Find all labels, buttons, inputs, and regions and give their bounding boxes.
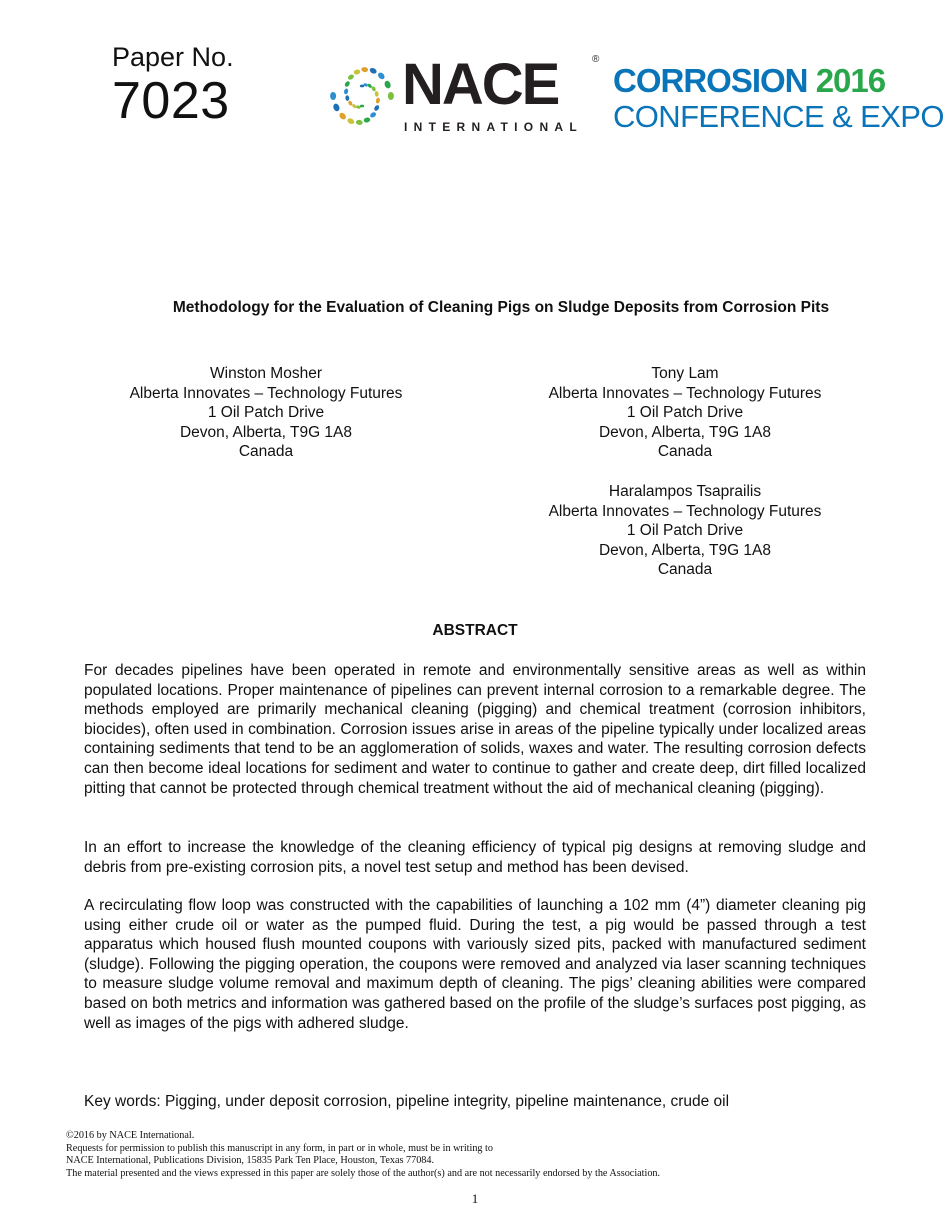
logo-dot <box>345 95 349 101</box>
logo-dot <box>353 69 361 75</box>
author-city: Devon, Alberta, T9G 1A8 <box>179 423 353 441</box>
footer-disclaimer: The material presented and the views expressed in this paper are solely those of the author(s) and are not necessarily endorsed by the Association. <box>66 1167 661 1179</box>
author-organization: Alberta Innovates – Technology Futures <box>548 502 822 520</box>
logo-dot <box>330 92 336 100</box>
logo-dot <box>388 92 394 100</box>
paper-number: 7023 <box>112 72 230 130</box>
author-city: Devon, Alberta, T9G 1A8 <box>598 541 772 559</box>
logo-dot <box>356 120 363 126</box>
paper-number-block <box>112 42 234 130</box>
logo-dot <box>332 103 340 112</box>
author-name: Haralampos Tsaprailis <box>608 483 762 500</box>
author-name: Tony Lam <box>651 365 719 382</box>
author-organization: Alberta Innovates – Technology Futures <box>129 384 403 402</box>
author-street: 1 Oil Patch Drive <box>626 522 744 540</box>
nace-subtitle: INTERNATIONAL <box>404 120 584 134</box>
footer-permission-line-1: Requests for permission to publish this manuscript in any form, in part or in whole, must be in writing to <box>66 1142 493 1154</box>
logo-dot <box>343 88 348 95</box>
logo-dot <box>377 71 386 80</box>
nace-logo-mark-icon <box>322 54 402 138</box>
author-country: Canada <box>238 443 294 461</box>
logo-dot <box>369 67 378 75</box>
author-city: Devon, Alberta, T9G 1A8 <box>598 423 772 441</box>
author-block-1 <box>76 364 456 462</box>
author-block-2 <box>495 364 875 462</box>
logo-dot <box>338 111 347 120</box>
abstract-paragraph-3: A recirculating flow loop was constructed with the capabilities of launching a 102 mm (4”) diameter cleaning pig using either crude oil or water as the pumped fluid. During the test, a pig would be passed through a test apparatus which housed flush mounted coupons with variously sized pits, packed with manufactured sediment (sludge). Following the pigging operation, the coupons were removed and analyzed via laser scanning techniques to measure sludge volume removal and maximum depth of cleaning. The pigs’ cleaning abilities were compared based on both metrics and information was gathered based on the profile of the sludge’s surfaces post pigging, as well as images of the pigs with adhered sludge. <box>84 897 866 1032</box>
footer-copyright: ©2016 by NACE International. <box>66 1130 195 1141</box>
author-street: 1 Oil Patch Drive <box>626 404 744 422</box>
conference-year: 2016 <box>815 62 886 99</box>
paper-title: Methodology for the Evaluation of Cleaning Pigs on Sludge Deposits from Corrosion Pits <box>172 299 830 316</box>
page-number: 1 <box>471 1191 479 1206</box>
conference-logo <box>613 64 944 132</box>
nace-logo <box>322 54 607 138</box>
author-block-3 <box>495 482 875 580</box>
nace-wordmark: NACE <box>402 52 559 117</box>
conference-subtitle: CONFERENCE & EXPO <box>613 99 944 134</box>
logo-dot <box>344 80 351 87</box>
logo-dot <box>363 117 371 123</box>
paper-number-label: Paper No. <box>112 42 234 72</box>
logo-dot <box>346 117 355 125</box>
author-organization: Alberta Innovates – Technology Futures <box>548 384 822 402</box>
logo-dot <box>347 73 355 80</box>
conference-name: CORROSION <box>613 62 808 99</box>
author-country: Canada <box>657 561 713 579</box>
logo-dot <box>369 111 377 118</box>
logo-dot <box>375 97 380 104</box>
author-street: 1 Oil Patch Drive <box>207 404 325 422</box>
logo-dot <box>374 91 378 97</box>
footer-permission-line-2: NACE International, Publications Division, 15835 Park Ten Place, Houston, Texas 77084. <box>66 1155 435 1167</box>
logo-dot <box>383 80 391 89</box>
abstract-heading: ABSTRACT <box>432 622 518 639</box>
logo-dot <box>361 67 368 73</box>
abstract-paragraph-1: For decades pipelines have been operated in remote and environmentally sensitive areas as well as within populated locations. Proper maintenance of pipelines can prevent internal corrosion to a remarkable degree. The methods employed are primarily mechanical cleaning (pigging) and chemical treatment (corrosion inhibitors, biocides), often used in combination. Corrosion issues arise in areas of the pipeline typically under localized areas containing sediments that tend to be an agglomeration of solids, waxes and water. The resulting corrosion defects can then become ideal locations for sediment and water to continue to gather and create deep, dirt filled localized pitting that cannot be protected through chemical treatment without the aid of mechanical cleaning (pigging). <box>84 662 866 797</box>
abstract-paragraph-2: In an effort to increase the knowledge of the cleaning efficiency of typical pig designs at removing sludge and debris from pre-existing corrosion pits, a novel test setup and method has been devised. <box>84 839 866 876</box>
author-name: Winston Mosher <box>210 365 322 382</box>
author-country: Canada <box>657 443 713 461</box>
keywords: Key words: Pigging, under deposit corrosion, pipeline integrity, pipeline maintenance, crude oil <box>84 1093 730 1110</box>
logo-dot <box>373 104 380 111</box>
footer-notice <box>66 1130 660 1180</box>
registered-mark: ® <box>592 54 600 65</box>
